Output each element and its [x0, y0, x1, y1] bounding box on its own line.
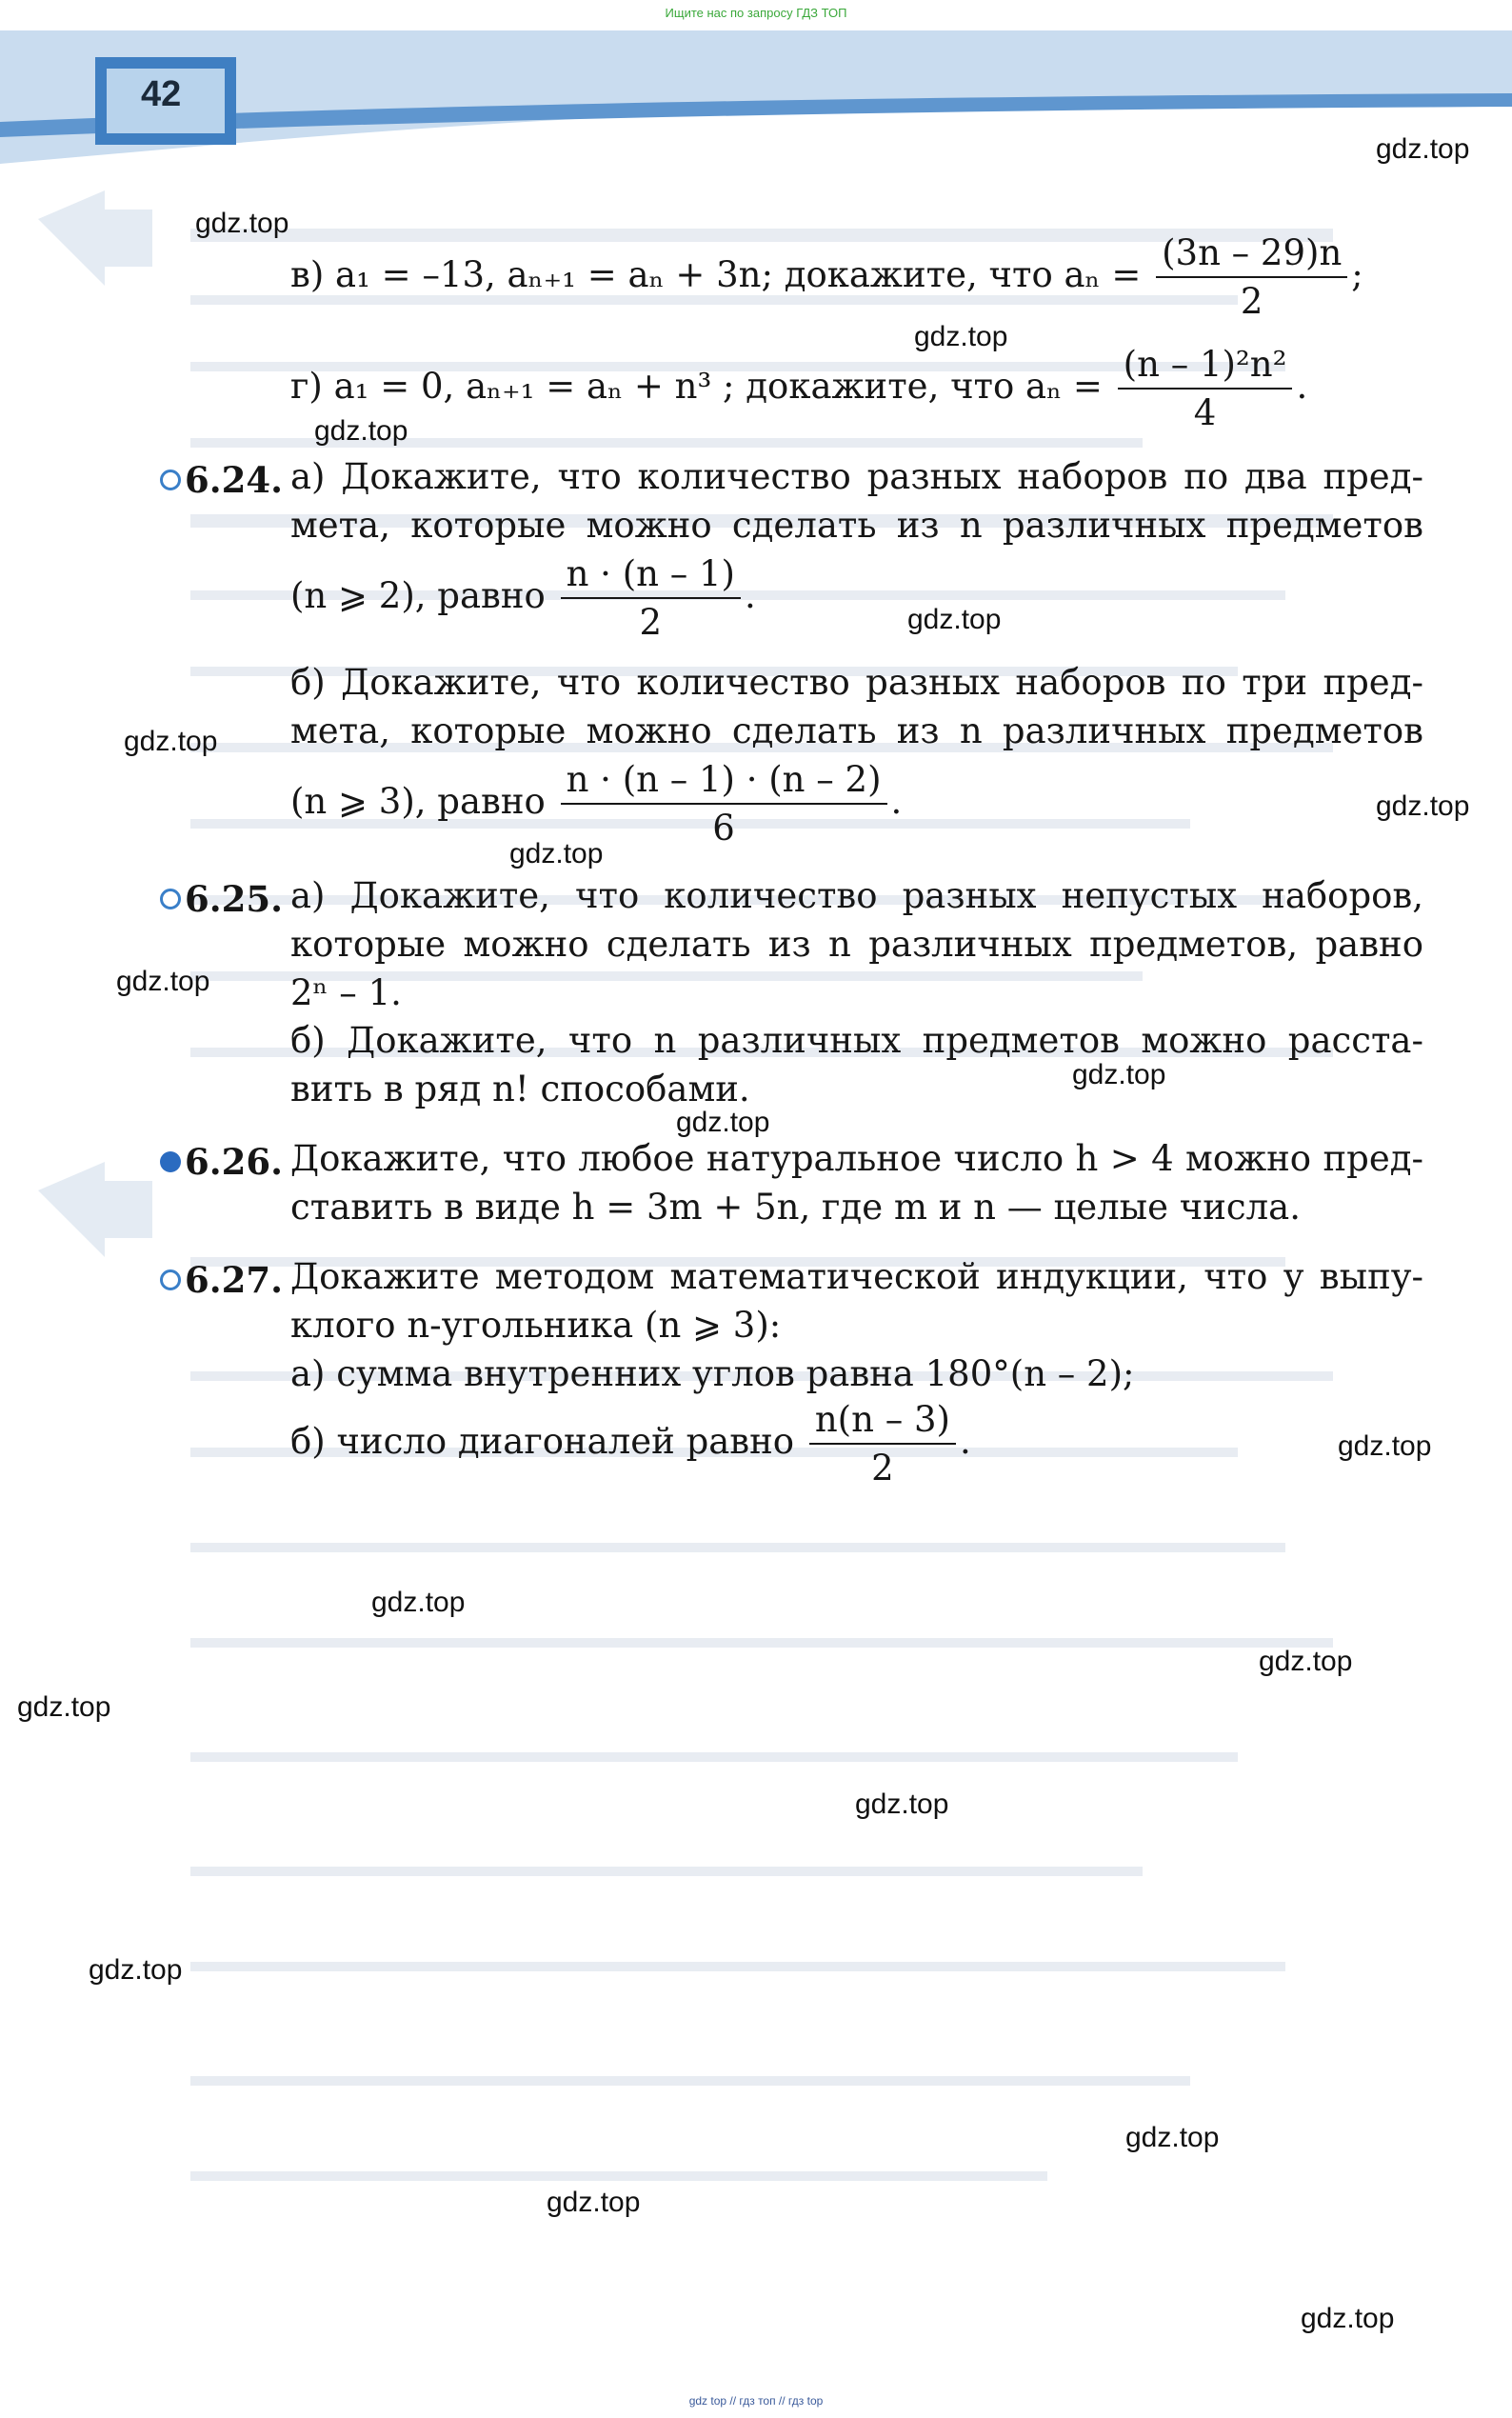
watermark: gdz.top [89, 1954, 183, 1986]
p624-a-numerator: n · (n – 1) [561, 554, 741, 599]
p624-b-line1: б) Докажите, что количество разных наборов по три пред- [290, 662, 1423, 703]
p627-line2: клого n-угольника (n ⩾ 3): [290, 1305, 782, 1346]
watermark: gdz.top [914, 321, 1008, 352]
p625-b-line1: б) Докажите, что n различных предметов можно расста- [290, 1020, 1423, 1061]
open-circle-marker-icon [160, 470, 181, 490]
p624-b-line2: мета, которые можно сделать из n различных предметов [290, 710, 1423, 751]
p625-a-line3: 2ⁿ – 1. [290, 972, 402, 1013]
p625-a-line1: а) Докажите, что количество разных непустых наборов, [290, 875, 1423, 916]
p624-b-numerator: n · (n – 1) · (n – 2) [561, 760, 887, 805]
watermark: gdz.top [1338, 1430, 1432, 1462]
p626-line1: Докажите, что любое натуральное число h > 4 можно пред- [290, 1138, 1423, 1179]
watermark: gdz.top [1376, 790, 1470, 822]
prev-item-g [290, 345, 1307, 433]
open-circle-marker-icon [160, 1269, 181, 1290]
p624-a-denominator: 2 [639, 601, 663, 643]
watermark: gdz.top [907, 604, 1002, 635]
prev-g-label: г) [290, 366, 323, 408]
watermark: gdz.top [1259, 1646, 1353, 1677]
p627-b-fraction [809, 1400, 956, 1489]
p627-item-b: б) число диагоналей равно $\frac{n(n - 3)}{2}$ . [290, 1399, 971, 1489]
p624-a-line3: (n ⩾ 2), равно $\frac{n \cdot (n - 1)}{2}$ . [290, 553, 756, 643]
top-note: Ищите нас по запросу ГДЗ ТОП [665, 6, 847, 20]
p626-line2: ставить в виде h = 3m + 5n, где m и n — целые числа. [290, 1187, 1301, 1228]
watermark: gdz.top [314, 415, 408, 447]
prev-g-text: a₁ = 0, aₙ₊₁ = aₙ + n³ ; докажите, что aₙ = [333, 366, 1103, 408]
header-band [0, 30, 1512, 164]
p627-b-numerator: n(n – 3) [809, 1400, 956, 1445]
watermark: gdz.top [1376, 133, 1470, 165]
prev-item-v [290, 233, 1363, 322]
watermark: gdz.top [1072, 1059, 1166, 1090]
watermark: gdz.top [855, 1789, 949, 1820]
prev-v-fraction [1156, 233, 1347, 322]
p627-line1: Докажите методом математической индукции, что у выпу- [290, 1256, 1423, 1297]
watermark: gdz.top [1125, 2122, 1220, 2153]
problem-6-26 [290, 1138, 1423, 1179]
watermark: gdz.top [124, 726, 218, 757]
p625-a-line2: которые можно сделать из n различных предметов, равно [290, 924, 1423, 965]
p625-b-line2: вить в ряд n! способами. [290, 1069, 750, 1109]
watermark: gdz.top [17, 1691, 111, 1723]
prev-v-text: a₁ = –13, aₙ₊₁ = aₙ + 3n; докажите, что aₙ = [335, 254, 1142, 296]
p624-a-fraction [561, 554, 741, 643]
prev-g-fraction [1118, 345, 1293, 433]
watermark: gdz.top [547, 2187, 641, 2218]
problem-6-24-a [290, 456, 1423, 546]
watermark: gdz.top [676, 1107, 770, 1138]
problem-6-24-number: 6.24. [160, 459, 283, 501]
problem-6-24-b [290, 662, 1423, 751]
prev-g-numerator: (n – 1)²n² [1118, 345, 1293, 390]
watermark: gdz.top [509, 838, 604, 869]
prev-v-label: в) [290, 254, 325, 296]
prev-g-denominator: 4 [1193, 391, 1217, 433]
bottom-note: gdz top // гдз топ // гдз top [688, 2394, 824, 2408]
prev-v-numerator: (3n – 29)n [1156, 233, 1347, 278]
watermark: gdz.top [116, 966, 210, 997]
p624-b-denominator: 6 [712, 807, 735, 849]
p624-a-line1: а) Докажите, что количество разных наборов по два пред- [290, 456, 1423, 497]
prev-v-end: ; [1351, 254, 1363, 296]
p624-b-line3: (n ⩾ 3), равно $\frac{n \cdot (n - 1) \cdot (n - 2)}{6}$ . [290, 759, 903, 849]
problem-6-25-b [290, 1020, 1423, 1061]
watermark: gdz.top [1301, 2303, 1395, 2334]
problem-6-26-number: 6.26. [160, 1141, 283, 1183]
problem-6-27-number: 6.27. [160, 1259, 283, 1301]
filled-circle-marker-icon [160, 1151, 181, 1172]
problem-6-25-number: 6.25. [160, 878, 283, 920]
p627-b-denominator: 2 [871, 1447, 894, 1489]
p624-b-fraction [561, 760, 887, 849]
open-circle-marker-icon [160, 889, 181, 909]
problem-6-25-a [290, 875, 1423, 965]
watermark: gdz.top [195, 208, 289, 239]
page-number: 42 [141, 74, 182, 114]
p624-a-line2: мета, которые можно сделать из n различных предметов [290, 505, 1423, 546]
prev-g-end: . [1296, 366, 1308, 408]
watermark: gdz.top [371, 1587, 466, 1618]
p627-item-a: а) сумма внутренних углов равна 180°(n – 2); [290, 1353, 1135, 1394]
prev-v-denominator: 2 [1240, 280, 1263, 322]
problem-6-27 [290, 1256, 1423, 1297]
